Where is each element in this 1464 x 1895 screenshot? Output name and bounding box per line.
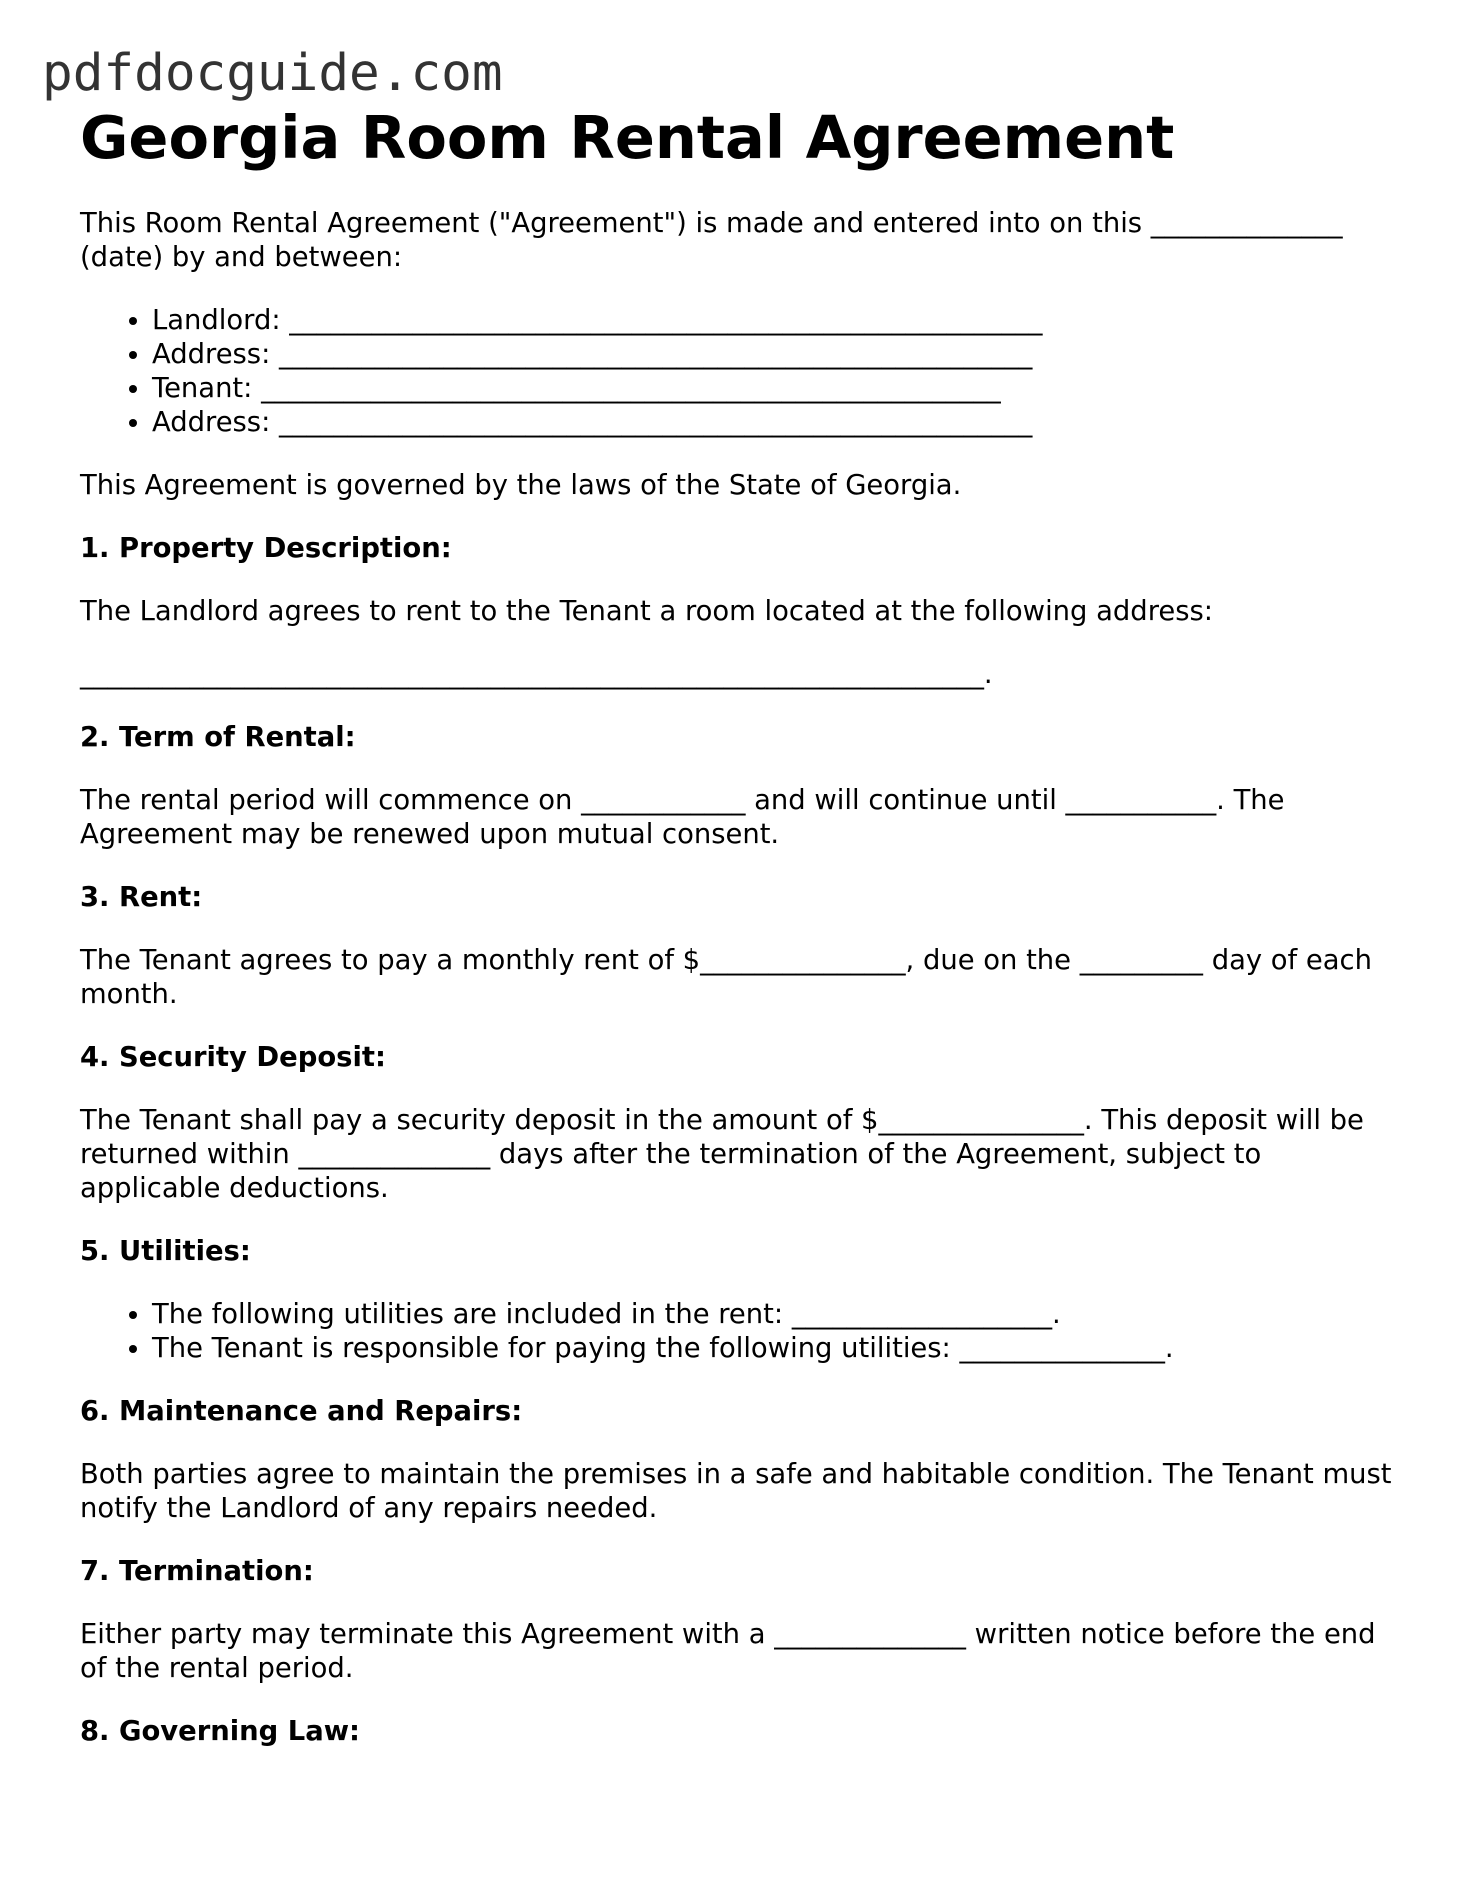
watermark-text: pdfdocguide.com	[42, 44, 503, 103]
section-heading-utilities: 5. Utilities:	[80, 1236, 251, 1267]
section-heading-term: 2. Term of Rental:	[80, 722, 356, 753]
document-page	[80, 98, 1400, 1749]
utilities-tenant-item: • The Tenant is responsible for paying the following utilities: _______________.	[152, 1332, 1400, 1366]
intro-paragraph: This Room Rental Agreement ("Agreement") is made and entered into on this ______________ (date) by and between:	[80, 208, 1343, 273]
section-text-rent: The Tenant agrees to pay a monthly rent of $_______________, due on the _________ day of each month.	[80, 945, 1372, 1010]
section-text-deposit: The Tenant shall pay a security deposit in the amount of $_______________. This deposit will be returned within ______________ days after the termination of the Agreement, subject to applicable deductions.	[80, 1105, 1364, 1204]
governed-statement: This Agreement is governed by the laws of the State of Georgia.	[80, 470, 962, 501]
section-heading-rent: 3. Rent:	[80, 882, 203, 913]
property-address-blank: __________________________________________________________________.	[80, 659, 993, 690]
section-text-maintenance: Both parties agree to maintain the premises in a safe and habitable condition. The Tenant must notify the Landlord of any repairs needed.	[80, 1459, 1392, 1524]
utilities-included-item: • The following utilities are included in the rent: ___________________.	[152, 1298, 1400, 1332]
section-heading-property: 1. Property Description:	[80, 533, 452, 564]
utilities-list	[80, 1298, 1400, 1366]
section-heading-governing-law: 8. Governing Law:	[80, 1716, 360, 1747]
landlord-name-field: • Landlord: _______________________________________________________	[152, 304, 1400, 338]
section-heading-maintenance: 6. Maintenance and Repairs:	[80, 1396, 523, 1427]
parties-list	[80, 304, 1400, 440]
landlord-address-field: • Address: _______________________________________________________	[152, 338, 1400, 372]
tenant-name-field: • Tenant: ______________________________________________________	[152, 372, 1400, 406]
section-text-termination: Either party may terminate this Agreement with a ______________ written notice before the end of the rental period.	[80, 1619, 1376, 1684]
section-heading-deposit: 4. Security Deposit:	[80, 1042, 386, 1073]
section-text-term: The rental period will commence on ____________ and will continue until ___________. The Agreement may be renewed upon mutual consent.	[80, 785, 1285, 850]
page-title: Georgia Room Rental Agreement	[80, 103, 1175, 172]
tenant-address-field: • Address: _______________________________________________________	[152, 406, 1400, 440]
section-text-property: The Landlord agrees to rent to the Tenant a room located at the following address:	[80, 596, 1213, 627]
section-heading-termination: 7. Termination:	[80, 1556, 314, 1587]
